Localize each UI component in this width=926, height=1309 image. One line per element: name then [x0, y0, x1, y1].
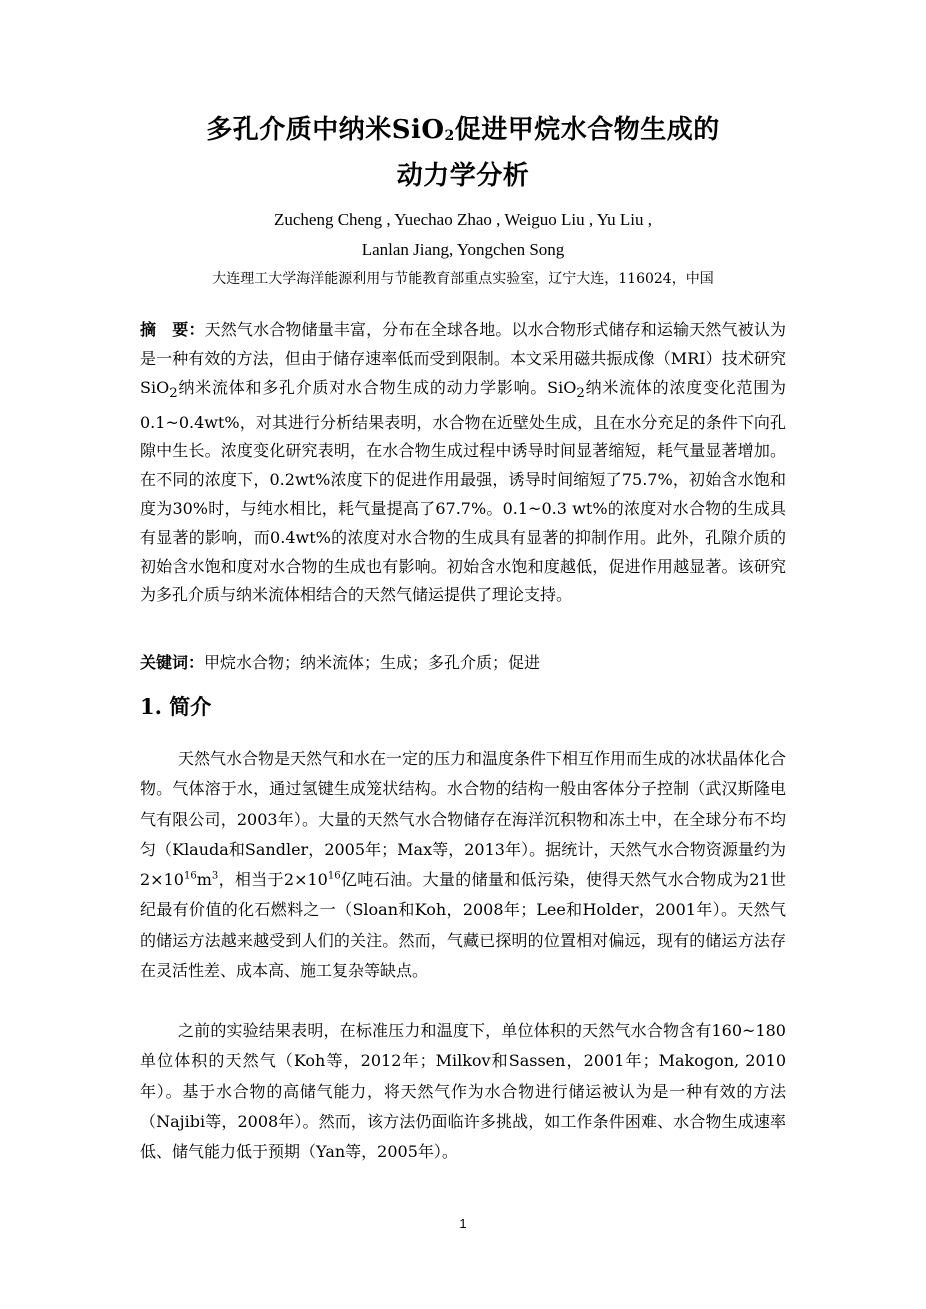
title-text-a: 多孔介质中纳米SiO — [206, 115, 445, 145]
para1-text-a: 天然气水合物是天然气和水在一定的压力和温度条件下相互作用而生成的冰状晶体化合物。气体溶于水，通过氢键生成笼状结构。水合物的结构一般由客体分子控制（武汉斯隆电气有限公司，2003年）。大量的天然气水合物储存在海洋沉积物和冻土中，在全球分布不均匀（Klauda和Sandler，2005年；Max等，2013年）。据统计，天然气水合物资源量约为2×10 — [140, 749, 787, 890]
abstract-text-c: 纳米流体的浓度变化范围为0.1~0.4wt%，对其进行分析结果表明，水合物在近壁处生成，且在水分充足的条件下向孔隙中生长。浓度变化研究表明，在水合物生成过程中诱导时间显著缩短，耗气量显著增加。在不同的浓度下，0.2wt%浓度下的促进作用最强，诱导时间缩短了75.7%，初始含水饱和度为30%时，与纯水相比，耗气量提高了67.7%。0.1~0.3 wt%的浓度对水合物的生成具有显著的影响，而0.4wt%的浓度对水合物的生成具有显著的抑制作用。此外，孔隙介质的初始含水饱和度对水合物的生成也有影响。初始含水饱和度越低，促进作用越显著。该研究为多孔介质与纳米流体相结合的天然气储运提供了理论支持。 — [140, 377, 786, 605]
abstract-label: 摘 要： — [140, 320, 205, 339]
keywords-text: 甲烷水合物；纳米流体；生成；多孔介质；促进 — [204, 653, 541, 672]
authors-line-2: Lanlan Jiang, Yongchen Song — [361, 240, 565, 259]
para1-text-d: 亿吨石油。大量的储量和低污染，使得天然气水合物成为21世纪最有价值的化石燃料之一（Sloan和Koh，2008年；Lee和Holder，2001年）。天然气的储运方法越来越受到人们的关注。然而，气藏已探明的位置相对偏远，现有的储运方法存在灵活性差、成本高、施工复杂等缺点。 — [140, 870, 786, 981]
keywords — [140, 649, 786, 677]
abstract-text-b: 纳米流体和多孔介质对水合物生成的动力学影响。SiO — [177, 377, 577, 397]
para1-text-b: m — [196, 870, 212, 890]
abstract-text-a: 天然气水合物储量丰富，分布在全球各地。以水合物形式储存和运输天然气被认为是一种有效的方法，但由于储存速率低而受到限制。本文采用磁共振成像（MRI）技术研究SiO — [140, 320, 786, 397]
authors-line-1: Zucheng Cheng , Yuechao Zhao , Weiguo Liu , Yu Liu , — [273, 210, 653, 229]
paper-title-line-2: 动力学分析 — [396, 161, 530, 191]
keywords-label: 关键词： — [140, 653, 205, 672]
title-subscript: 2 — [444, 128, 455, 144]
para1-text-c: ，相当于2×10 — [218, 870, 328, 890]
para1-sup-2: 3 — [211, 870, 219, 882]
intro-paragraph-1 — [140, 744, 786, 986]
section-heading-introduction: 1. 简介 — [140, 694, 212, 719]
paper-title-line-1 — [0, 113, 926, 147]
title-text-b: 促进甲烷水合物生成的 — [454, 115, 720, 145]
page-number: 1 — [459, 1216, 467, 1231]
abstract-subscript-2: 2 — [576, 385, 585, 401]
affiliation: 大连理工大学海洋能源利用与节能教育部重点实验室，辽宁大连，116024，中国 — [212, 271, 714, 287]
intro-paragraph-2: 之前的实验结果表明，在标准压力和温度下，单位体积的天然气水合物含有160~180单位体积的天然气（Koh等，2012年；Milkov和Sassen，2001年；Makogon, 2010年）。基于水合物的高储气能力，将天然气作为水合物进行储运被认为是一种有效的方法（Najibi等，2008年）。然而，该方法仍面临许多挑战，如工作条件困难、水合物生成速率低、储气能力低于预期（Yan等，2005年）。 — [140, 1021, 786, 1162]
abstract — [140, 316, 786, 610]
abstract-subscript-1: 2 — [169, 385, 178, 401]
para1-sup-1: 16 — [183, 870, 197, 882]
para1-sup-3: 16 — [327, 870, 341, 882]
